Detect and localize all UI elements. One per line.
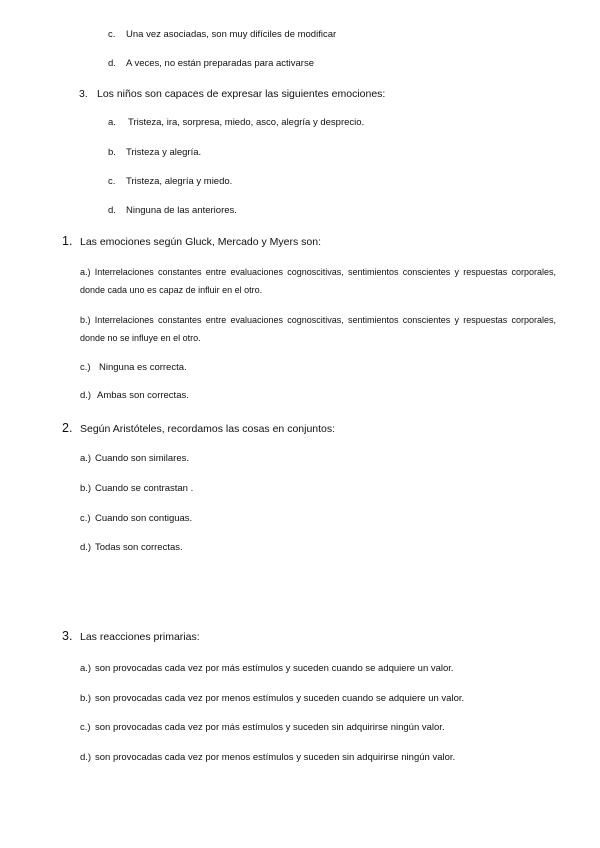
question-1-option-b-marker: b.) <box>80 315 91 325</box>
question-1-option-c-text: Ninguna es correcta. <box>99 362 187 373</box>
question-3-text: Las reacciones primarias: <box>80 631 200 643</box>
question-2-option-c-marker: c.) <box>80 513 91 524</box>
question-1-option-b <box>80 312 556 347</box>
question-2-option-b-text: Cuando se contrastan . <box>95 483 194 494</box>
question-2-option-a-text: Cuando son similares. <box>95 453 189 464</box>
question-2-option-a-marker: a.) <box>80 453 92 464</box>
sub-option-c-marker: c. <box>108 176 116 187</box>
question-3-option-a-marker: a.) <box>80 663 92 674</box>
question-2-option-c-text: Cuando son contiguas. <box>95 513 193 524</box>
sub-option-b-marker: b. <box>108 147 116 158</box>
question-1-text: Las emociones según Gluck, Mercado y Myers son: <box>80 236 322 248</box>
question-3-number: 3. <box>62 629 73 643</box>
question-3-option-d-marker: d.) <box>80 752 92 763</box>
question-1-option-d-marker: d.) <box>80 390 92 401</box>
sub-option-d-text: Ninguna de las anteriores. <box>126 205 237 216</box>
question-3-option-b-text: son provocadas cada vez por menos estímulos y suceden cuando se adquiere un valor. <box>95 693 465 704</box>
question-3-option-a-text: son provocadas cada vez por más estímulos y suceden cuando se adquiere un valor. <box>95 663 454 674</box>
question-2-option-b-marker: b.) <box>80 483 92 494</box>
sub-option-a-text: Tristeza, ira, sorpresa, miedo, asco, alegría y desprecio. <box>128 117 365 128</box>
question-1-option-c-marker: c.) <box>80 362 91 373</box>
prev-option-d-marker: d. <box>108 58 116 69</box>
question-1-number: 1. <box>62 234 73 248</box>
question-2-text: Según Aristóteles, recordamos las cosas en conjuntos: <box>80 423 336 435</box>
question-1-option-a <box>80 264 556 299</box>
sub-option-c-text: Tristeza, alegría y miedo. <box>126 176 233 187</box>
question-3-option-d-text: son provocadas cada vez por menos estímulos y suceden sin adquirirse ningún valor. <box>95 752 456 763</box>
question-3-option-c-text: son provocadas cada vez por más estímulos y suceden sin adquirirse ningún valor. <box>95 722 445 733</box>
subquestion-3-text: Los niños son capaces de expresar las siguientes emociones: <box>97 88 386 100</box>
prev-option-c-marker: c. <box>108 29 116 40</box>
sub-option-a-marker: a. <box>108 117 116 128</box>
sub-option-b-text: Tristeza y alegría. <box>126 147 202 158</box>
question-1-option-a-marker: a.) <box>80 267 91 277</box>
question-1-option-a-text: Interrelaciones constantes entre evaluaciones cognoscitivas, sentimientos conscientes y respuestas corporales, donde cada uno es capaz de influir en el otro. <box>80 267 556 295</box>
question-2-number: 2. <box>62 421 73 435</box>
question-1-option-d-text: Ambas son correctas. <box>97 390 189 401</box>
question-3-option-b-marker: b.) <box>80 693 92 704</box>
prev-option-d-text: A veces, no están preparadas para activarse <box>126 58 315 69</box>
sub-option-d-marker: d. <box>108 205 116 216</box>
subquestion-3-number: 3. <box>79 88 88 100</box>
question-1-option-b-text: Interrelaciones constantes entre evaluaciones cognoscitivas, sentimientos conscientes y respuestas corporales, donde no se influye en el otro. <box>80 315 556 343</box>
prev-option-c-text: Una vez asociadas, son muy difíciles de modificar <box>126 29 337 40</box>
question-2-option-d-text: Todas son correctas. <box>95 542 183 553</box>
question-3-option-c-marker: c.) <box>80 722 91 733</box>
question-2-option-d-marker: d.) <box>80 542 92 553</box>
